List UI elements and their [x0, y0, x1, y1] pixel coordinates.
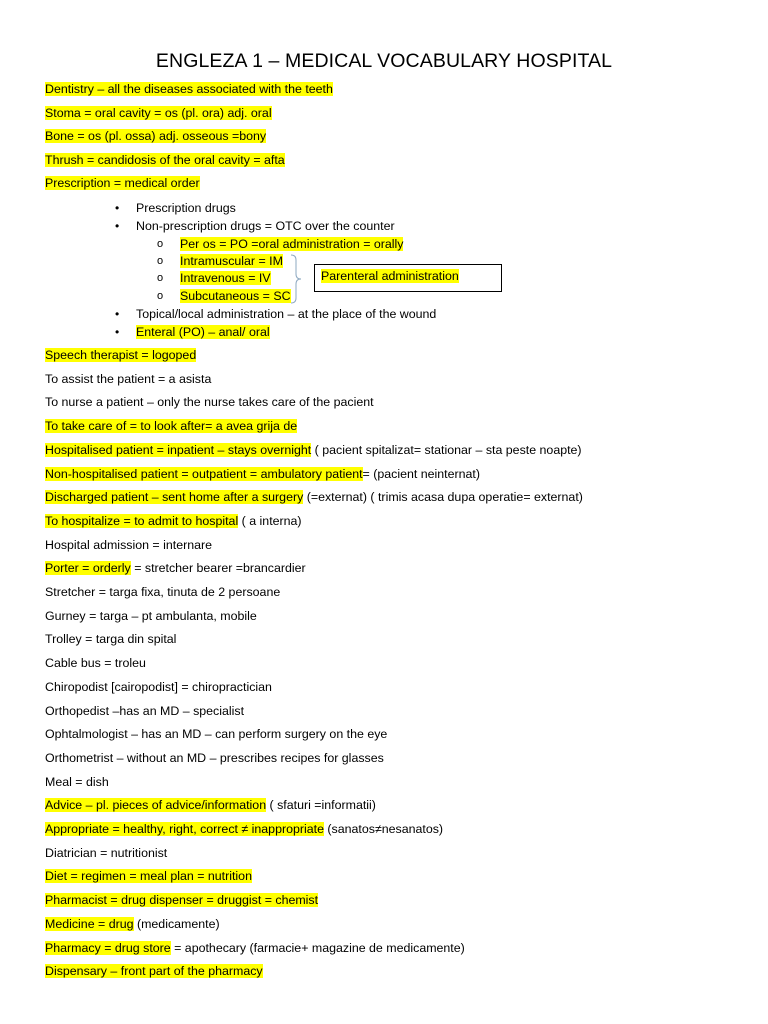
vocabulary-line — [45, 774, 109, 791]
plain-text: (=externat) ( trimis acasa dupa operatie= externat) — [303, 490, 583, 504]
circle-bullet-icon: o — [157, 238, 164, 250]
vocabulary-line — [45, 584, 280, 601]
plain-text: Topical/local administration – at the place of the wound — [136, 307, 437, 321]
plain-text: Chiropodist [cairopodist] = chiropractician — [45, 680, 272, 694]
highlighted-text: Subcutaneous = SC — [180, 289, 291, 303]
vocabulary-line — [45, 347, 196, 364]
vocabulary-line — [45, 821, 443, 838]
highlighted-text: Pharmacist = drug dispenser = druggist = chemist — [45, 893, 319, 907]
plain-text: Hospital admission = internare — [45, 538, 213, 552]
vocabulary-line — [45, 655, 146, 672]
plain-text: ( sfaturi =informatii) — [266, 798, 376, 812]
vocabulary-line — [45, 963, 263, 980]
curly-brace-icon — [290, 254, 302, 304]
highlighted-text: Pharmacy = drug store — [45, 941, 171, 955]
plain-text: To assist the patient = a asista — [45, 372, 212, 386]
plain-text: (medicamente) — [133, 917, 220, 931]
highlighted-text: Enteral (PO) – anal/ oral — [136, 325, 270, 339]
bullet-icon: • — [115, 219, 120, 233]
sub-bullet-item — [157, 288, 291, 305]
highlighted-text: Bone = os (pl. ossa) adj. osseous =bony — [45, 129, 267, 143]
circle-bullet-icon: o — [157, 272, 164, 284]
vocabulary-line — [45, 726, 387, 743]
plain-text: Prescription drugs — [136, 201, 236, 215]
plain-text: = stretcher bearer =brancardier — [130, 561, 306, 575]
vocabulary-line — [45, 466, 480, 483]
parenteral-administration-box — [314, 264, 502, 292]
highlighted-text: Diet = regimen = meal plan = nutrition — [45, 869, 252, 883]
vocabulary-line — [45, 371, 211, 388]
vocabulary-line — [45, 868, 252, 885]
sub-bullet-item — [157, 236, 404, 253]
highlighted-text: Appropriate = healthy, right, correct ≠ inappropriate — [45, 822, 324, 836]
plain-text: Trolley = targa din spital — [45, 632, 177, 646]
plain-text: Stretcher = targa fixa, tinuta de 2 persoane — [45, 585, 281, 599]
highlighted-text: Medicine = drug — [45, 917, 134, 931]
line — [45, 175, 200, 192]
line — [45, 105, 272, 122]
highlighted-text: Hospitalised patient = inpatient – stays overnight — [45, 443, 312, 457]
sub-bullet-item — [157, 253, 283, 270]
bullet-item — [115, 218, 395, 235]
highlighted-text: Prescription = medical order — [45, 176, 200, 190]
vocabulary-line — [45, 845, 167, 862]
vocabulary-line — [45, 631, 176, 648]
plain-text: ( a interna) — [238, 514, 302, 528]
highlighted-text: Advice – pl. pieces of advice/information — [45, 798, 267, 812]
vocabulary-line — [45, 489, 583, 506]
vocabulary-line — [45, 916, 220, 933]
highlighted-text: To take care of = to look after= a avea grija de — [45, 419, 298, 433]
vocabulary-line — [45, 442, 582, 459]
vocabulary-line — [45, 537, 212, 554]
highlighted-text: Speech therapist = logoped — [45, 348, 197, 362]
highlighted-text: Thrush = candidosis of the oral cavity = afta — [45, 153, 285, 167]
plain-text: (sanatos≠nesanatos) — [323, 822, 444, 836]
highlighted-text: Intravenous = IV — [180, 271, 271, 285]
plain-text: Orthometrist – without an MD – prescribes recipes for glasses — [45, 751, 384, 765]
box-label: Parenteral administration — [321, 269, 459, 283]
highlighted-text: Discharged patient – sent home after a surgery — [45, 490, 304, 504]
circle-bullet-icon: o — [157, 290, 164, 302]
plain-text: To nurse a patient – only the nurse takes care of the pacient — [45, 395, 374, 409]
highlighted-text: To hospitalize = to admit to hospital — [45, 514, 239, 528]
vocabulary-line — [45, 940, 465, 957]
vocabulary-line — [45, 750, 384, 767]
vocabulary-line — [45, 679, 272, 696]
line — [45, 128, 266, 145]
plain-text: Non-prescription drugs = OTC over the counter — [136, 219, 395, 233]
plain-text: Ophtalmologist – has an MD – can perform surgery on the eye — [45, 727, 388, 741]
plain-text: Gurney = targa – pt ambulanta, mobile — [45, 609, 257, 623]
bullet-icon: • — [115, 201, 120, 215]
plain-text: Orthopedist –has an MD – specialist — [45, 704, 245, 718]
vocabulary-line — [45, 513, 302, 530]
sub-bullet-item — [157, 270, 271, 287]
vocabulary-line — [45, 797, 376, 814]
vocabulary-line — [45, 418, 297, 435]
circle-bullet-icon: o — [157, 255, 164, 267]
plain-text: Meal = dish — [45, 775, 109, 789]
highlighted-text: Dispensary – front part of the pharmacy — [45, 964, 263, 978]
page-title: ENGLEZA 1 – MEDICAL VOCABULARY HOSPITAL — [155, 50, 613, 72]
highlighted-text: Stoma = oral cavity = os (pl. ora) adj. oral — [45, 106, 272, 120]
plain-text: = apothecary (farmacie+ magazine de medicamente) — [170, 941, 465, 955]
bullet-icon: • — [115, 325, 120, 339]
bullet-item — [115, 200, 236, 217]
line — [45, 81, 333, 98]
plain-text: = (pacient neinternat) — [362, 467, 480, 481]
plain-text: Diatrician = nutritionist — [45, 846, 168, 860]
line — [45, 152, 285, 169]
bullet-item — [115, 306, 437, 323]
highlighted-text: Dentistry – all the diseases associated with the teeth — [45, 82, 333, 96]
vocabulary-line — [45, 892, 318, 909]
highlighted-text: Per os = PO =oral administration = orally — [180, 237, 404, 251]
highlighted-text: Porter = orderly — [45, 561, 131, 575]
highlighted-text: Non-hospitalised patient = outpatient = ambulatory patient — [45, 467, 363, 481]
bullet-icon: • — [115, 307, 120, 321]
highlighted-text: Intramuscular = IM — [180, 254, 283, 268]
vocabulary-line — [45, 703, 244, 720]
vocabulary-line — [45, 560, 306, 577]
vocabulary-line — [45, 394, 374, 411]
plain-text: Cable bus = troleu — [45, 656, 146, 670]
vocabulary-line — [45, 608, 257, 625]
bullet-item — [115, 324, 270, 341]
plain-text: ( pacient spitalizat= stationar – sta peste noapte) — [311, 443, 582, 457]
